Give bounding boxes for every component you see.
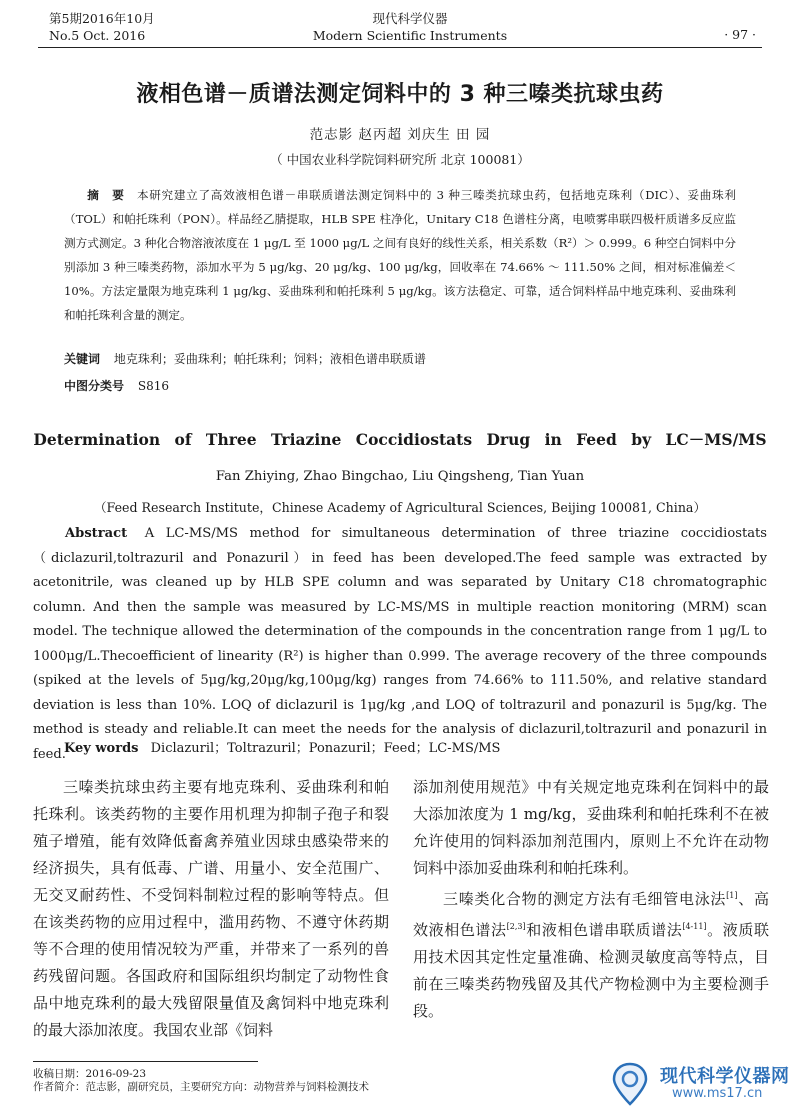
- classification-cn-label: 中图分类号: [64, 379, 125, 393]
- classification-cn-code: S816: [137, 379, 169, 393]
- watermark: [602, 1058, 792, 1108]
- body-text: 和液相色谱串联质谱法: [525, 921, 683, 939]
- body-paragraph: 添加剂使用规范》中有关规定地克珠利在饲料中的最大添加浓度为 1 mg/kg，妥曲珠利和帕托珠利不在被允许使用的饲料添加剂范围内，原则上不允许在动物饲料中添加妥曲珠利和帕托珠利。: [413, 778, 769, 877]
- body-paragraph: [413, 882, 769, 1025]
- page-number: · 97 ·: [724, 27, 756, 42]
- keywords-cn-label: 关键词: [64, 352, 101, 366]
- abstract-cn: [64, 183, 736, 327]
- body-paragraph: 三嗪类抗球虫药主要有地克珠利、妥曲珠利和帕托珠利。该类药物的主要作用机理为抑制子孢子和裂殖子增殖，能有效降低畜禽养殖业因球虫感染带来的经济损失，具有低毒、广谱、用量小、安全范围广、无交叉耐药性、不受饲料制粒过程的影响等特点。但在该类药物的应用过程中，滥用药物、不遵守休药期等不合理的使用情况较为严重，并带来了一系列的兽药残留问题。各国政府和国际组织均制定了动物性食品中地克珠利的最大残留限量值及禽饲料中地克珠利的最大添加浓度。我国农业部《饲料: [33, 778, 389, 1039]
- authors-en: Fan Zhiying, Zhao Bingchao, Liu Qingsheng, Tian Yuan: [215, 469, 585, 484]
- body-column-right: [413, 774, 769, 1025]
- keywords-en-label: Key words: [64, 741, 139, 756]
- keywords-en-text: Diclazuril；Toltrazuril；Ponazuril；Feed；LC-MS/MS: [150, 741, 501, 756]
- header-journal-en: Modern Scientific Instruments: [312, 28, 508, 43]
- body-column-left: [33, 774, 389, 1044]
- keywords-cn: [64, 350, 426, 367]
- paper-title-cn: 液相色谱－质谱法测定饲料中的 3 种三嗪类抗球虫药: [136, 82, 664, 107]
- keywords-cn-text: 地克珠利；妥曲珠利；帕托珠利；饲料；液相色谱串联质谱: [113, 352, 426, 366]
- header-divider: [38, 47, 762, 48]
- header-issue: [49, 10, 155, 44]
- reference-2[interactable]: [2,3]: [506, 922, 526, 931]
- watermark-url: www.ms17.cn: [672, 1086, 763, 1101]
- abstract-en: [33, 522, 767, 767]
- header-journal: [290, 10, 530, 44]
- affiliation-cn: （ 中国农业科学院饲料研究所 北京 100081）: [270, 152, 530, 167]
- paper-title-en: Determination of Three Triazine Coccidiostats Drug in Feed by LC－MS/MS: [33, 430, 767, 449]
- header-issue-en: No.5 Oct. 2016: [49, 28, 146, 43]
- body-text: 三嗪类化合物的测定方法有毛细管电泳法: [443, 890, 727, 908]
- keywords-en: [64, 737, 500, 756]
- header-issue-cn: 第5期2016年10月: [49, 11, 155, 26]
- footnote-divider: [33, 1061, 258, 1062]
- abstract-cn-text: 本研究建立了高效液相色谱－串联质谱法测定饲料中的 3 种三嗪类抗球虫药，包括地克珠利（DIC）、妥曲珠利（TOL）和帕托珠利（PON）。样品经乙腈提取，HLB SPE 柱净化，Unitary C18 色谱柱分离，电喷雾串联四极杆质谱多反应监测方式测定。3 种化合物溶液浓度在 1 μg/L 至 1000 μg/L 之间有良好的线性关系，相关系数（R²）＞ 0.999。6 种空白饲料中分别添加 3 种三嗪类药物，添加水平为 5 μg/kg、20 μg/kg、100 μg/kg，回收率在 74.66% ～ 111.50% 之间，相对标准偏差＜10%。方法定量限为地克珠利 1 μg/kg、妥曲珠利和帕托珠利 5 μg/kg。该方法稳定、可靠，适合饲料样品中地克珠利、妥曲珠利和帕托珠利含量的测定。: [64, 188, 737, 322]
- reference-3[interactable]: [4-11]: [682, 922, 707, 931]
- body-text: 、高效液相色谱法: [413, 890, 769, 939]
- watermark-name: 现代科学仪器网: [660, 1066, 790, 1087]
- abstract-en-text: A LC-MS/MS method for simultaneous determination of three triazine coccidiostats（diclazuril,toltrazuril and Ponazuril）in feed has been developed.The feed sample was extracted by acetonitrile, was cleaned up by HLB SPE column and was separated by Unitary C18 chromatographic column. And then the sample was measured by LC-MS/MS in multiple reaction monitoring (MRM) scan model. The technique allowed the determination of the compounds in the concentration range from 1 μg/L to 1000μg/L.Thecoefficient of linearity (R²) is higher than 0.999. The average recovery of the three compounds (spiked at the levels of 5μg/kg,20μg/kg,100μg/kg) ranges from 74.66% to 111.50%, and relative standard deviation is less than 10%. LOQ of diclazuril is 1μg/kg ,and LOQ of toltrazuril and ponazuril is 5μg/kg. The method is steady and reliable.It can meet the needs for the analysis of diclazuril,toltrazuril and ponazuril in feed.: [33, 526, 768, 762]
- footnote-author: 作者简介：范志影，副研究员，主要研究方向：动物营养与饲料检测技术: [33, 1081, 369, 1093]
- classification-cn: [64, 377, 169, 394]
- footnote-received: 收稿日期：2016-09-23: [33, 1068, 147, 1080]
- abstract-en-label: Abstract: [65, 526, 128, 541]
- reference-1[interactable]: [1]: [726, 891, 738, 900]
- authors-cn: 范志影 赵丙超 刘庆生 田 园: [309, 127, 491, 143]
- body-text: 。液质联用技术因其定性定量准确、检测灵敏度高等特点，目前在三嗪类药物残留及其代产物检测中为主要检测手段。: [413, 921, 769, 1020]
- header-journal-cn: 现代科学仪器: [372, 11, 448, 26]
- abstract-cn-label: 摘 要: [87, 188, 129, 202]
- affiliation-en: （Feed Research Institute，Chinese Academy of Agricultural Sciences, Beijing 100081, China）: [93, 500, 707, 515]
- watermark-logo-icon: [606, 1060, 654, 1108]
